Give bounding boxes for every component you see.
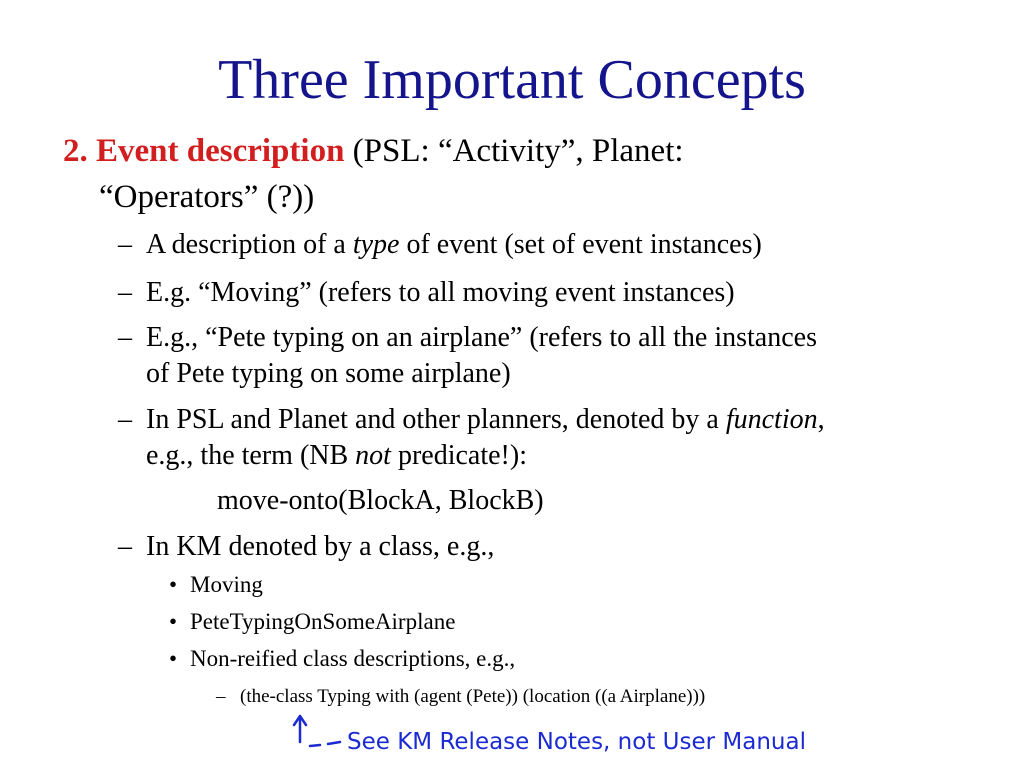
list-item-pete-typing-line-2: of Pete typing on some airplane) bbox=[146, 358, 511, 389]
sub-bullet-moving: Moving bbox=[190, 572, 263, 597]
item-text: of event (set of event instances) bbox=[399, 229, 762, 260]
item-italic-not: not bbox=[355, 440, 391, 471]
item-text: , bbox=[817, 404, 825, 435]
code-example: move-onto(BlockA, BlockB) bbox=[217, 485, 544, 516]
list-item-dash: – bbox=[118, 404, 132, 435]
item-italic-type: type bbox=[352, 229, 400, 260]
list-item-dash: – bbox=[118, 277, 132, 308]
arrow-icon bbox=[290, 712, 350, 762]
list-item-type-description bbox=[146, 229, 762, 261]
heading-line-1 bbox=[63, 133, 684, 170]
item-text: predicate!): bbox=[390, 440, 527, 471]
list-item-dash: – bbox=[118, 229, 132, 260]
slide-title: Three Important Concepts bbox=[218, 49, 806, 111]
heading-number-label: 2. Event description bbox=[63, 133, 345, 169]
list-item-dash: – bbox=[118, 322, 132, 353]
item-italic-function: function bbox=[725, 404, 818, 435]
list-item-pete-typing-line-1: E.g., “Pete typing on an airplane” (refers to all the instances bbox=[146, 322, 817, 353]
release-notes-annotation: See KM Release Notes, not User Manual bbox=[347, 729, 806, 755]
heading-line-2: “Operators” (?)) bbox=[99, 179, 315, 215]
item-text: e.g., the term (NB bbox=[146, 440, 356, 471]
list-item-psl-planet-line-1 bbox=[146, 404, 825, 436]
heading-paren-line-1: (PSL: “Activity”, Planet: bbox=[352, 133, 684, 169]
sub-bullet-non-reified: Non-reified class descriptions, e.g., bbox=[190, 646, 516, 671]
bullet-icon: • bbox=[169, 609, 178, 634]
list-item-km-class: In KM denoted by a class, e.g., bbox=[146, 531, 495, 562]
list-item-moving: E.g. “Moving” (refers to all moving event instances) bbox=[146, 277, 735, 308]
list-item-dash: – bbox=[118, 531, 132, 562]
sub-bullet-pete-typing: PeteTypingOnSomeAirplane bbox=[190, 609, 456, 634]
item-text: A description of a bbox=[146, 229, 353, 260]
bullet-icon: • bbox=[169, 572, 178, 597]
bullet-icon: • bbox=[169, 646, 178, 671]
sub-sub-item-class-expression: (the-class Typing with (agent (Pete)) (location ((a Airplane))) bbox=[240, 686, 706, 707]
item-text: In PSL and Planet and other planners, denoted by a bbox=[146, 404, 726, 435]
list-item-dash: – bbox=[216, 686, 226, 707]
list-item-psl-planet-line-2 bbox=[146, 440, 527, 472]
